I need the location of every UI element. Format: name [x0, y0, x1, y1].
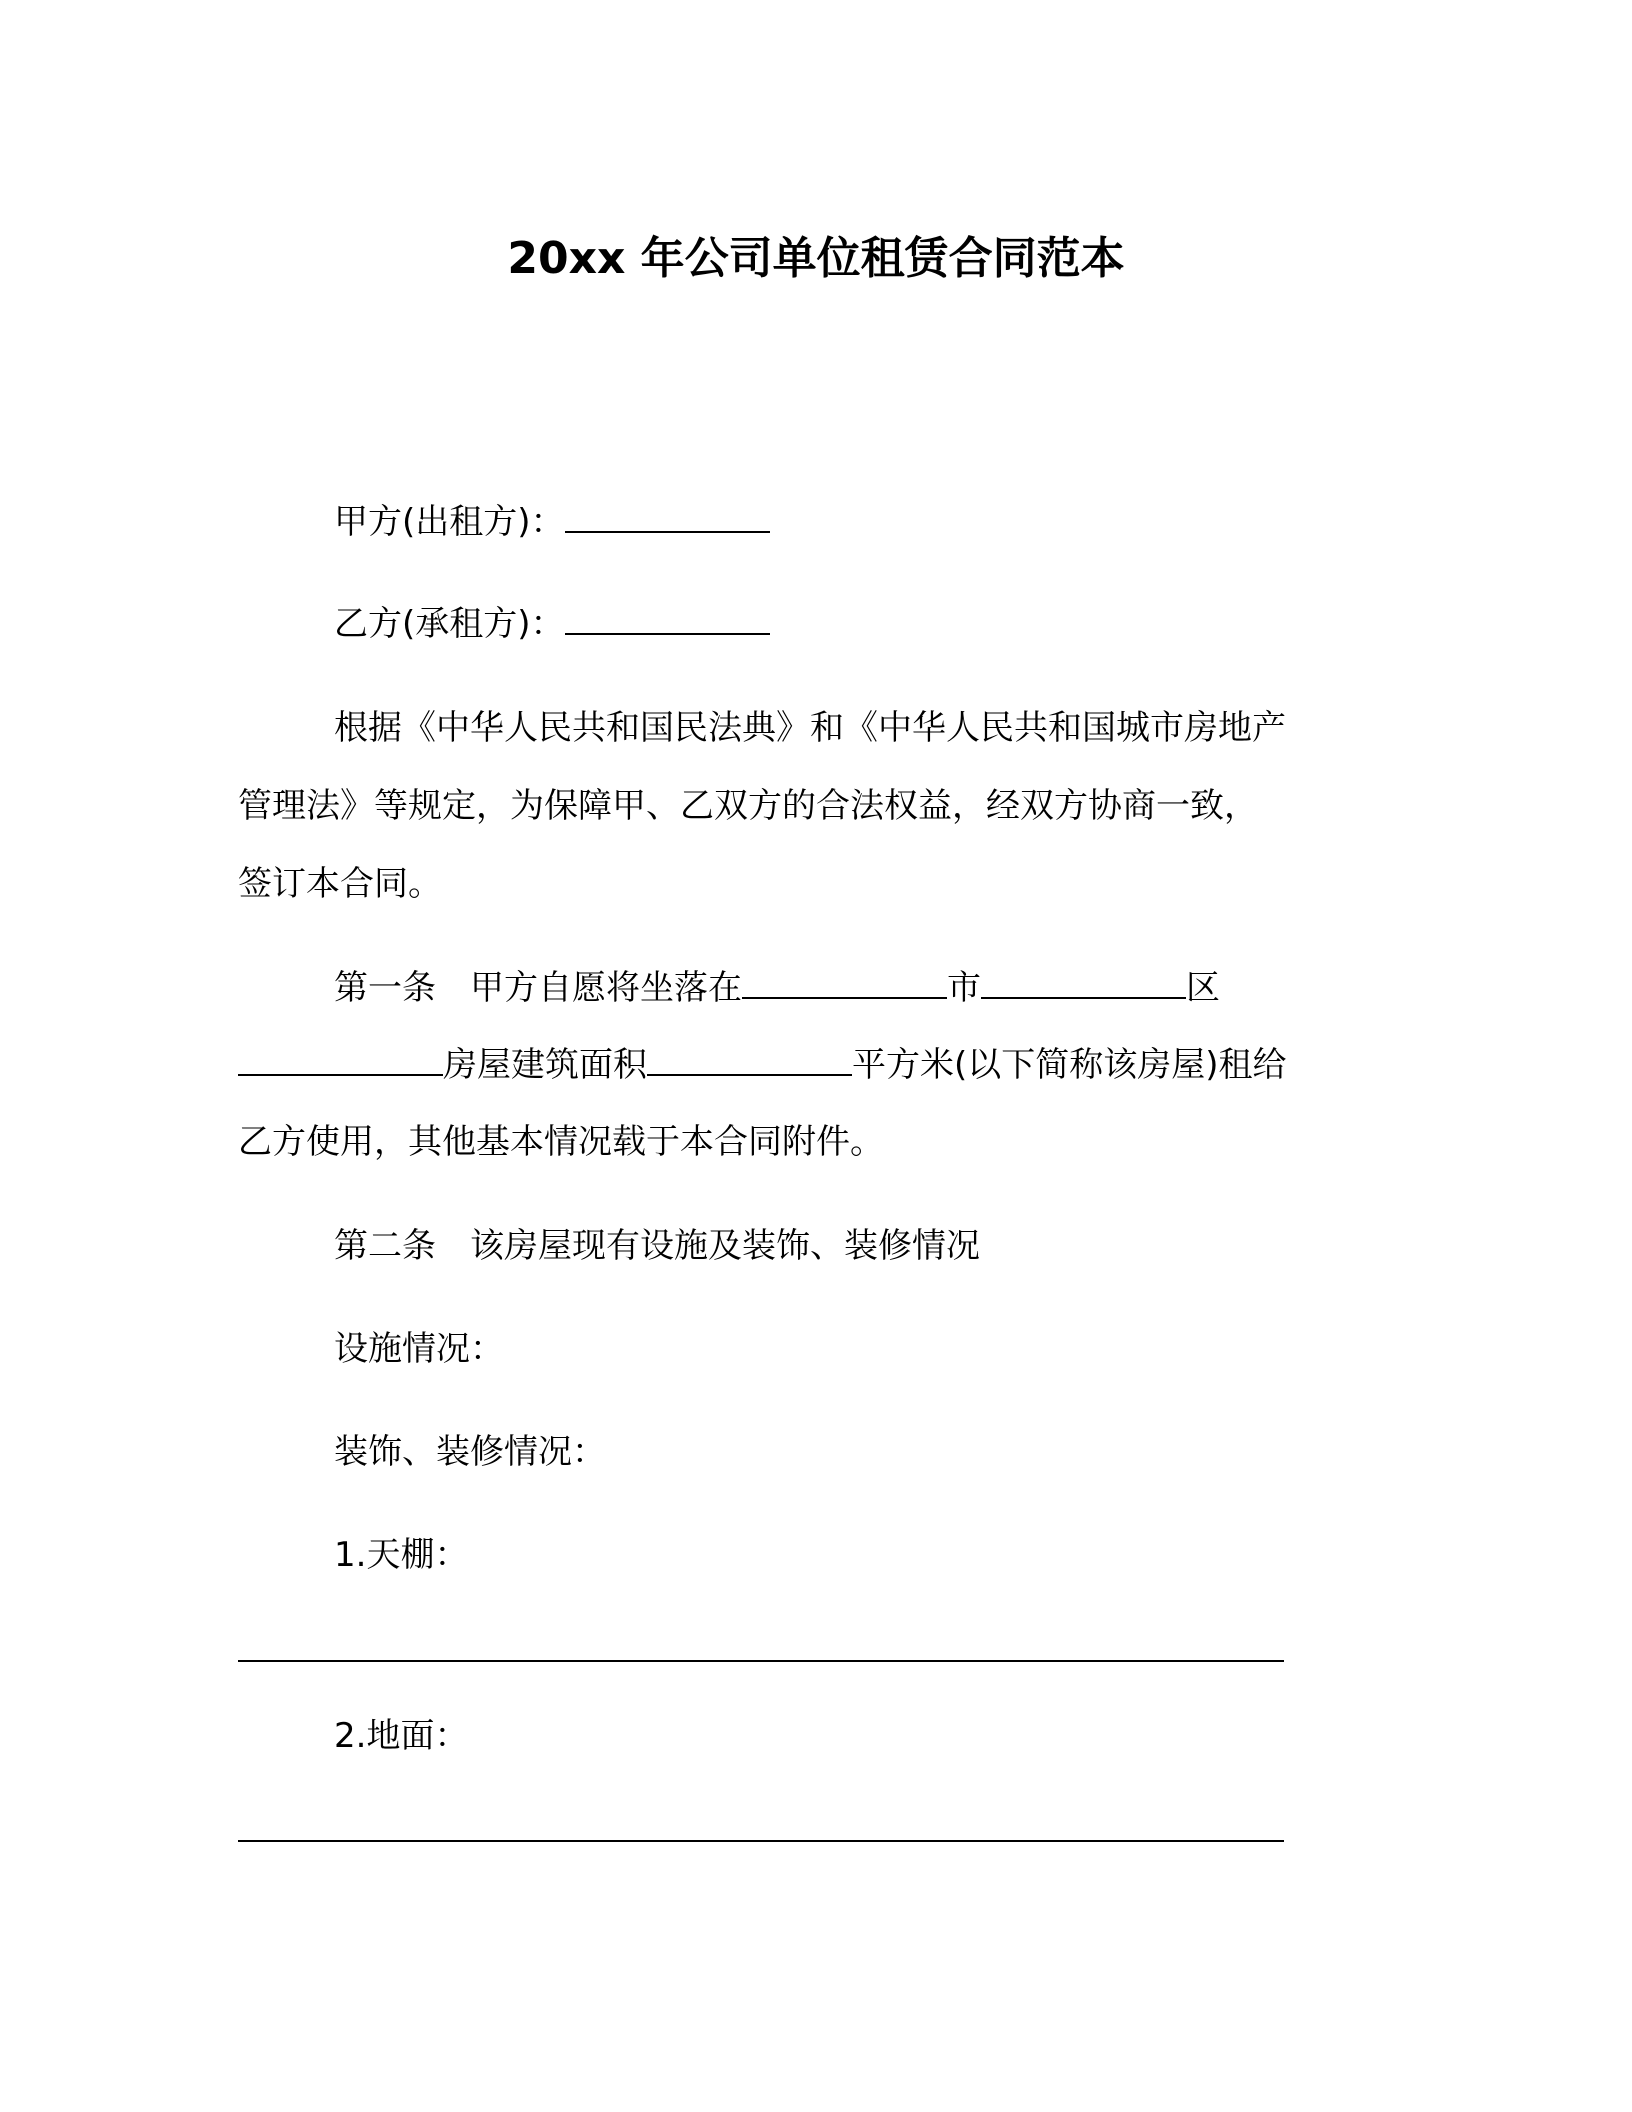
preamble-line-2: 管理法》等规定，为保障甲、乙双方的合法权益，经双方协商一致，	[238, 786, 1258, 826]
city-blank	[981, 967, 1186, 999]
article1-prefix: 第一条 甲方自愿将坐落在	[334, 968, 742, 1008]
article1-line-1	[334, 966, 1220, 1010]
item2-label: 2.地面：	[334, 1716, 469, 1756]
party-a-blank	[565, 501, 770, 533]
district-blank	[238, 1044, 443, 1076]
article2-heading: 第二条 该房屋现有设施及装饰、装修情况	[334, 1226, 980, 1266]
preamble-line-1: 根据《中华人民共和国民法典》和《中华人民共和国城市房地产	[334, 708, 1286, 748]
decoration-label: 装饰、装修情况：	[334, 1432, 606, 1472]
item1-label: 1.天棚：	[334, 1535, 469, 1575]
preamble-line-3: 签订本合同。	[238, 864, 442, 904]
page-title: 20xx 年公司单位租赁合同范本	[507, 233, 1125, 284]
item2-blank-line	[238, 1840, 1284, 1842]
area-blank	[647, 1044, 852, 1076]
party-b-label: 乙方(承租方)：	[334, 604, 565, 644]
article1-district: 区	[1186, 968, 1220, 1008]
facilities-label: 设施情况：	[334, 1329, 504, 1369]
party-b-line	[334, 602, 770, 646]
party-b-blank	[565, 603, 770, 635]
article1-area-label: 房屋建筑面积	[443, 1045, 647, 1085]
article1-line-3: 乙方使用，其他基本情况载于本合同附件。	[238, 1122, 884, 1162]
article1-unit: 平方米(以下简称该房屋)租给	[852, 1045, 1287, 1085]
location-blank	[742, 967, 947, 999]
article1-line-2	[238, 1043, 1287, 1087]
article1-city: 市	[947, 968, 981, 1008]
party-a-label: 甲方(出租方)：	[334, 502, 565, 542]
item1-blank-line	[238, 1660, 1284, 1662]
party-a-line	[334, 500, 770, 544]
